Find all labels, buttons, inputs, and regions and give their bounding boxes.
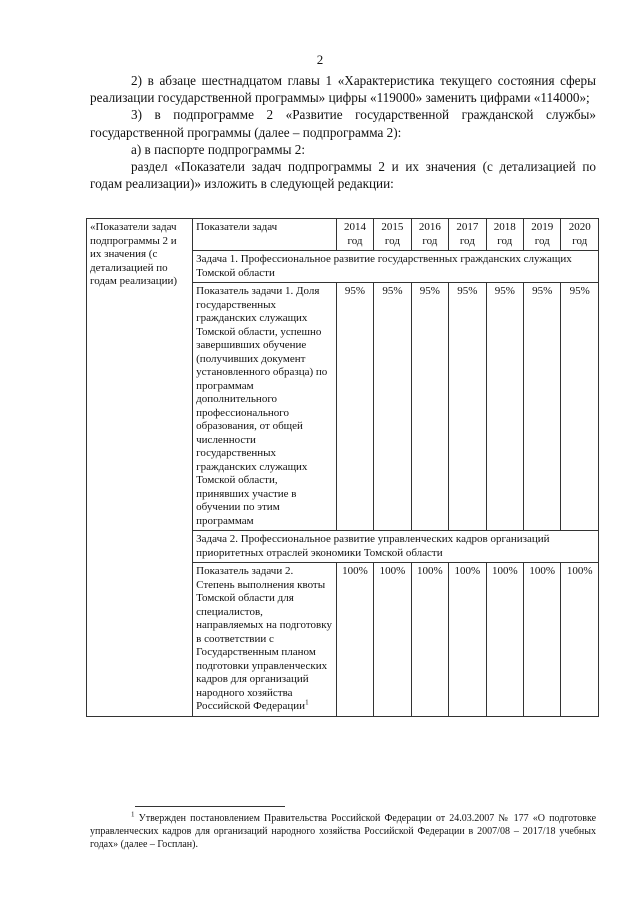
year-2015: 2015 год bbox=[374, 219, 411, 251]
year-2014: 2014 год bbox=[336, 219, 373, 251]
paragraph-1: 2) в абзаце шестнадцатом главы 1 «Характеристика текущего состояния сферы реализации государственной программы» цифры «119000» заменить цифрами «114000»; bbox=[90, 73, 596, 106]
indicator-2-text: Показатель задачи 2. Степень выполнения квоты Томской области для специалистов, направляемых на подготовку в соответствии с Государственным планом подготовки управленческих кадров для организаций народного хозяйства Российской Федерации bbox=[196, 565, 332, 712]
paragraph-3: а) в паспорте подпрограммы 2: bbox=[131, 141, 305, 157]
indicator-2-value: 100% bbox=[411, 563, 448, 717]
header-indicators: Показатели задач bbox=[193, 219, 337, 251]
footnote-text: Утвержден постановлением Правительства Российской Федерации от 24.03.2007 № 177 «О подготовке управленческих кадров для организаций народного хозяйства Российской Федерации в 2007/08 – 2017/18 учебных годах» (далее – Госплан). bbox=[90, 813, 597, 850]
indicator-1-value: 95% bbox=[449, 283, 486, 531]
indicator-1-text: Показатель задачи 1. Доля государственных гражданских служащих Томской области, успешно завершивших обучение (получивших документ установленного образца) по программам дополнительного профессионального образования, от общей численности государственных гражданских служащих Томской области, принявших участие в обучении по этим программам bbox=[193, 283, 337, 531]
year-2017: 2017 год bbox=[449, 219, 486, 251]
paragraph-2: 3) в подпрограмме 2 «Развитие государственной гражданской службы» государственной программы (далее – подпрограмма 2): bbox=[90, 107, 596, 140]
year-2020: 2020 год bbox=[561, 219, 599, 251]
indicator-1-value: 95% bbox=[561, 283, 599, 531]
indicator-2-value: 100% bbox=[374, 563, 411, 717]
year-2016: 2016 год bbox=[411, 219, 448, 251]
year-2019: 2019 год bbox=[524, 219, 561, 251]
indicators-table bbox=[86, 218, 599, 717]
year-2018: 2018 год bbox=[486, 219, 523, 251]
indicator-1-value: 95% bbox=[524, 283, 561, 531]
indicator-1-value: 95% bbox=[411, 283, 448, 531]
indicator-2-value: 100% bbox=[524, 563, 561, 717]
indicator-2-value: 100% bbox=[449, 563, 486, 717]
task-1-title: Задача 1. Профессиональное развитие государственных гражданских служащих Томской области bbox=[193, 251, 599, 283]
paragraph-4: раздел «Показатели задач подпрограммы 2 и их значения (с детализацией по годам реализации)» изложить в следующей редакции: bbox=[90, 159, 596, 192]
page-number: 2 bbox=[316, 52, 324, 67]
footnote-separator bbox=[135, 806, 285, 807]
indicator-1-value: 95% bbox=[336, 283, 373, 531]
indicator-2-value: 100% bbox=[336, 563, 373, 717]
table-left-label: «Показатели задач подпрограммы 2 и их значения (с детализацией по годам реализации) bbox=[87, 219, 193, 717]
indicator-1-value: 95% bbox=[486, 283, 523, 531]
footnote bbox=[90, 812, 596, 851]
task-2-title: Задача 2. Профессиональное развитие управленческих кадров организаций приоритетных отраслей экономики Томской области bbox=[193, 531, 599, 563]
body-text bbox=[90, 72, 596, 192]
indicator-2-value: 100% bbox=[486, 563, 523, 717]
table-header-row bbox=[87, 219, 599, 251]
footnote-marker: 1 bbox=[131, 810, 135, 819]
indicator-1-value: 95% bbox=[374, 283, 411, 531]
indicator-2-cell bbox=[193, 563, 337, 717]
footnote-ref: 1 bbox=[305, 698, 309, 707]
indicator-2-value: 100% bbox=[561, 563, 599, 717]
